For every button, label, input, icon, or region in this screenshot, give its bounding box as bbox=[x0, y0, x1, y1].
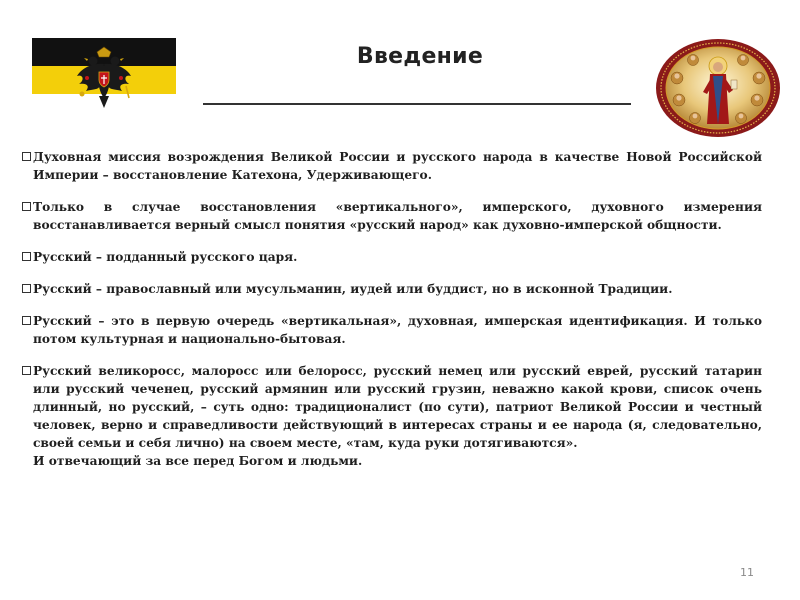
imperial-flag-image bbox=[32, 38, 176, 122]
content-body bbox=[22, 148, 762, 484]
bullet-paragraph bbox=[22, 312, 762, 348]
checkbox-bullet-icon bbox=[22, 152, 31, 161]
page-title: Введение bbox=[356, 44, 484, 69]
page-number: 11 bbox=[740, 566, 754, 579]
paragraph-text: Духовная миссия возрождения Великой России и русского народа в качестве Новой Российской Империи – восстановление Катехона, Удерживающего. bbox=[33, 150, 762, 182]
bullet-paragraph bbox=[22, 248, 762, 266]
paragraph-text: Русский – православный или мусульманин, иудей или буддист, но в исконной Традиции. bbox=[33, 282, 673, 296]
bullet-paragraph bbox=[22, 148, 762, 184]
checkbox-bullet-icon bbox=[22, 252, 31, 261]
bullet-paragraph bbox=[22, 198, 762, 234]
bullet-paragraph bbox=[22, 362, 762, 470]
paragraph-text: Только в случае восстановления «вертикального», имперского, духовного измерения восстанавливается верный смысл понятия «русский народ» как духовно-имперской общности. bbox=[33, 200, 762, 232]
paragraph-text: Русский – подданный русского царя. bbox=[33, 250, 298, 264]
paragraph-text: Русский – это в первую очередь «вертикальная», духовная, имперская идентификация. И только потом культурная и национально-бытовая. bbox=[33, 314, 762, 346]
paragraph-closing-line: И отвечающий за все перед Богом и людьми. bbox=[33, 454, 363, 468]
double-headed-eagle-icon bbox=[73, 46, 135, 114]
paragraph-text: Русский великоросс, малоросс или белоросс, русский немец или русский еврей, русский татарин или русский чеченец, русский армянин или русский грузин, неважно какой крови, список очень длинный, но русский, – суть одно: традиционалист (по сути), патриот Великой России и честный человек, верно и справедливости действующий в интересах страны и ее народа (я, следовательно, своей семьи и себя лично) на своем месте, «там, куда руки дотягиваются». bbox=[33, 364, 762, 450]
checkbox-bullet-icon bbox=[22, 316, 31, 325]
checkbox-bullet-icon bbox=[22, 202, 31, 211]
orthodox-icon-medallion-image bbox=[655, 38, 781, 138]
bullet-paragraph bbox=[22, 280, 762, 298]
title-underline-divider bbox=[203, 103, 631, 105]
checkbox-bullet-icon bbox=[22, 284, 31, 293]
checkbox-bullet-icon bbox=[22, 366, 31, 375]
